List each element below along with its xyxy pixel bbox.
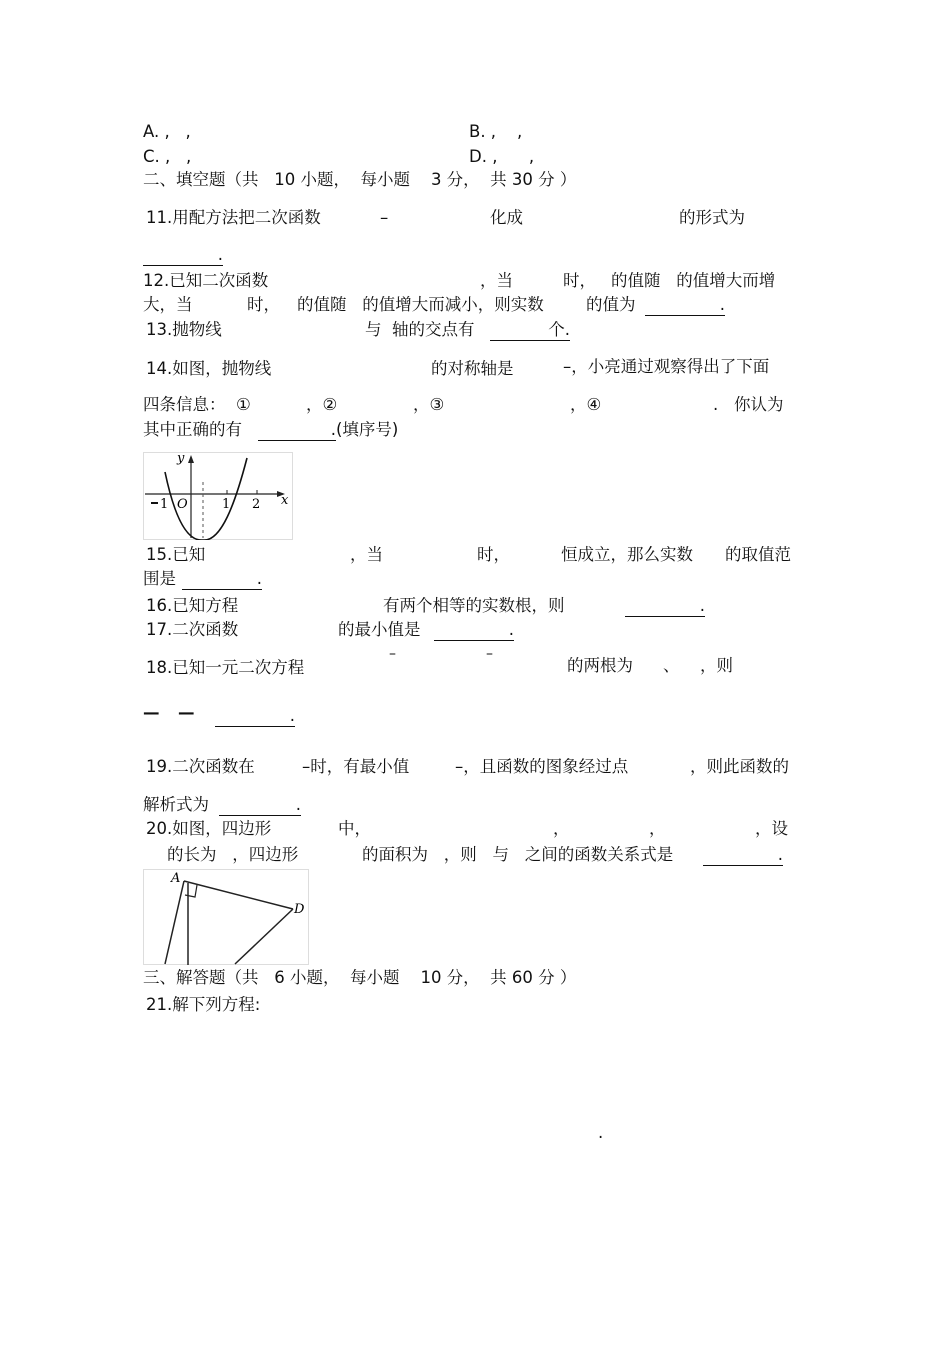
- q12-text: 的值随 的值增大而增: [611, 271, 776, 290]
- q11-minus: –: [380, 208, 389, 227]
- tick-label: 1: [160, 497, 169, 512]
- q14-text: . 你认为: [713, 395, 784, 414]
- q17-answer-blank: .: [434, 620, 514, 641]
- q15-answer-blank: .: [182, 569, 262, 590]
- q15-text: 恒成立，那么实数: [561, 545, 693, 564]
- q14-text: ，④: [570, 395, 602, 414]
- section2-title: 二、填空题（共 10 小题， 每小题 3 分， 共 30 分 ）: [143, 170, 577, 189]
- q14-parabola-graph: [143, 452, 293, 540]
- q12-text: 的值随 的值增大而减小，则实数: [297, 295, 544, 314]
- q12-text: 时，: [247, 295, 280, 314]
- q18-text: ，则: [700, 656, 733, 675]
- q20-text: 20.如图，四边形: [146, 819, 272, 838]
- y-axis-label: y: [177, 452, 185, 466]
- q13-text: 与 轴的交点有: [365, 320, 475, 339]
- x-axis-label: x: [281, 493, 289, 508]
- q12-text: 的值为: [586, 295, 636, 314]
- q20-text: 中，: [338, 819, 371, 838]
- q19-text: 解析式为: [143, 795, 209, 814]
- section3-title: 三、解答题（共 6 小题， 每小题 10 分， 共 60 分 ）: [143, 968, 577, 987]
- q18-text: 、: [663, 656, 680, 675]
- q14-text: –，小亮通过观察得出了下面: [563, 357, 770, 376]
- q18-dash: –: [486, 646, 493, 662]
- q17-text: 的最小值是: [338, 620, 421, 639]
- q20-text: ，: [553, 819, 570, 838]
- q11-text: 化成: [490, 208, 523, 227]
- q14-text: (填序号): [336, 420, 399, 439]
- origin-label: O: [177, 497, 188, 512]
- option-b: B. , ,: [469, 122, 523, 141]
- q18-minus-sign: —: [143, 703, 160, 722]
- tick-label: 2: [252, 497, 261, 512]
- q14-answer-blank: .: [258, 420, 336, 441]
- q19-answer-blank: .: [219, 795, 301, 816]
- q17-text: 17.二次函数: [146, 620, 239, 639]
- tick-label: 1: [222, 497, 231, 512]
- q15-text: ，当: [350, 545, 383, 564]
- q19-text: 19.二次函数在: [146, 757, 255, 776]
- q12-text: 大，当: [143, 295, 193, 314]
- q14-text: 四条信息： ①: [143, 395, 251, 414]
- q19-text: –时，有最小值: [302, 757, 410, 776]
- q16-text: 有两个相等的实数根，则: [383, 596, 565, 615]
- q16-answer-blank: .: [625, 596, 705, 617]
- q14-text: 的对称轴是: [431, 359, 514, 378]
- footer-dot: .: [598, 1123, 604, 1142]
- q18-answer-blank: .: [215, 706, 295, 727]
- q11-text: 11.用配方法把二次函数: [146, 208, 321, 227]
- vertex-a-label: A: [171, 871, 181, 886]
- q11-text: 的形式为: [679, 208, 745, 227]
- q20-text: 的面积为 ，则 与 之间的函数关系式是: [362, 845, 674, 864]
- q14-text: 14.如图，抛物线: [146, 359, 272, 378]
- option-c: C. , ,: [143, 147, 192, 166]
- q20-text: 的长为 ，四边形: [167, 845, 299, 864]
- q19-text: ，则此函数的: [690, 757, 789, 776]
- q12-text: ，当: [480, 271, 513, 290]
- vertex-d-label: D: [294, 902, 305, 917]
- option-d: D. , ,: [469, 147, 535, 166]
- q11-answer-blank: .: [143, 245, 223, 266]
- q15-text: 围是: [143, 569, 176, 588]
- q12-text: 时，: [563, 271, 596, 290]
- q21-text: 21.解下列方程:: [146, 995, 261, 1014]
- q20-text: ，设: [755, 819, 788, 838]
- q15-text: 的取值范: [725, 545, 791, 564]
- q14-text: ，②: [306, 395, 338, 414]
- q13-answer-blank: 个.: [490, 320, 570, 341]
- q13-text: 13.抛物线: [146, 320, 222, 339]
- q16-text: 16.已知方程: [146, 596, 239, 615]
- q20-quadrilateral-figure: [143, 869, 309, 965]
- q18-minus-sign: —: [178, 703, 195, 722]
- q12-answer-blank: .: [645, 295, 725, 316]
- q18-text: 18.已知一元二次方程: [146, 658, 305, 677]
- option-a: A. , ,: [143, 122, 191, 141]
- q12-text: 12.已知二次函数: [143, 271, 269, 290]
- q14-text: 其中正确的有: [143, 420, 242, 439]
- q18-text: 的两根为: [567, 656, 633, 675]
- q20-text: ，: [649, 819, 666, 838]
- q18-dash: –: [389, 646, 396, 662]
- q19-text: –，且函数的图象经过点: [455, 757, 629, 776]
- q20-answer-blank: .: [703, 845, 783, 866]
- q14-text: ，③: [413, 395, 445, 414]
- q15-text: 时，: [477, 545, 510, 564]
- q15-text: 15.已知: [146, 545, 206, 564]
